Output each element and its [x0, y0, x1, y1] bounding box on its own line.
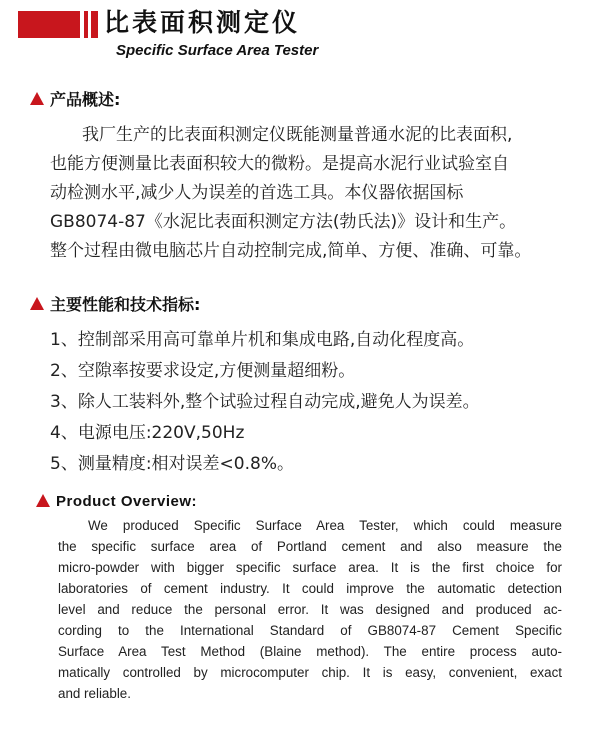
text-line: cording to the International Standard of GB8074-87 Cement Specific [58, 623, 562, 638]
text-line: micro-powder with bigger specific surface area. It is the first choice for [58, 560, 562, 575]
page-title-english: Specific Surface Area Tester [116, 42, 319, 59]
title-accent-stripe [91, 11, 98, 38]
title-accent-bar [18, 11, 80, 38]
text-line: 也能方便测量比表面积较大的微粉。是提高水泥行业试验室自 [50, 154, 509, 174]
title-accent-stripe [84, 11, 88, 38]
text-line: matically controlled by microcomputer chip. It is easy, convenient, exact [58, 665, 562, 680]
list-item: 1、控制部采用高可靠单片机和集成电路,自动化程度高。 [50, 330, 475, 350]
triangle-bullet-icon [30, 92, 44, 105]
text-line: and reliable. [58, 686, 131, 701]
text-line: GB8074-87《水泥比表面积测定方法(勃氏法)》设计和生产。 [50, 212, 517, 232]
text-line: 我厂生产的比表面积测定仪既能测量普通水泥的比表面积, [82, 125, 513, 145]
overview-cn-heading: 产品概述: [30, 88, 120, 112]
text-line: the specific surface area of Portland cement and also measure the [58, 539, 562, 554]
list-item: 3、除人工装料外,整个试验过程自动完成,避免人为误差。 [50, 392, 480, 412]
triangle-bullet-icon [36, 494, 50, 507]
list-item: 5、测量精度:相对误差<0.8%。 [50, 454, 294, 474]
text-line: level and reduce the personal error. It was designed and produced ac- [58, 602, 562, 617]
triangle-bullet-icon [30, 297, 44, 310]
specs-cn-list [50, 325, 480, 480]
page-title-chinese: 比表面积测定仪 [104, 8, 301, 37]
overview-en-heading: Product Overview: [36, 490, 197, 514]
text-line: 动检测水平,减少人为误差的首选工具。本仪器依据国标 [50, 183, 464, 203]
list-item: 2、空隙率按要求设定,方便测量超细粉。 [50, 361, 356, 381]
list-item: 4、电源电压:220V,50Hz [50, 423, 245, 443]
specs-cn-heading: 主要性能和技术指标: [30, 293, 200, 317]
text-line: Surface Area Test Method (Blaine method). The entire process auto- [58, 644, 562, 659]
overview-en-body [58, 515, 562, 704]
overview-cn-body [50, 121, 531, 266]
text-line: We produced Specific Surface Area Tester, which could measure [88, 518, 562, 533]
page-header [0, 0, 600, 70]
text-line: 整个过程由微电脑芯片自动控制完成,简单、方便、准确、可靠。 [50, 241, 532, 261]
text-line: laboratories of cement industry. It could improve the automatic detection [58, 581, 562, 596]
